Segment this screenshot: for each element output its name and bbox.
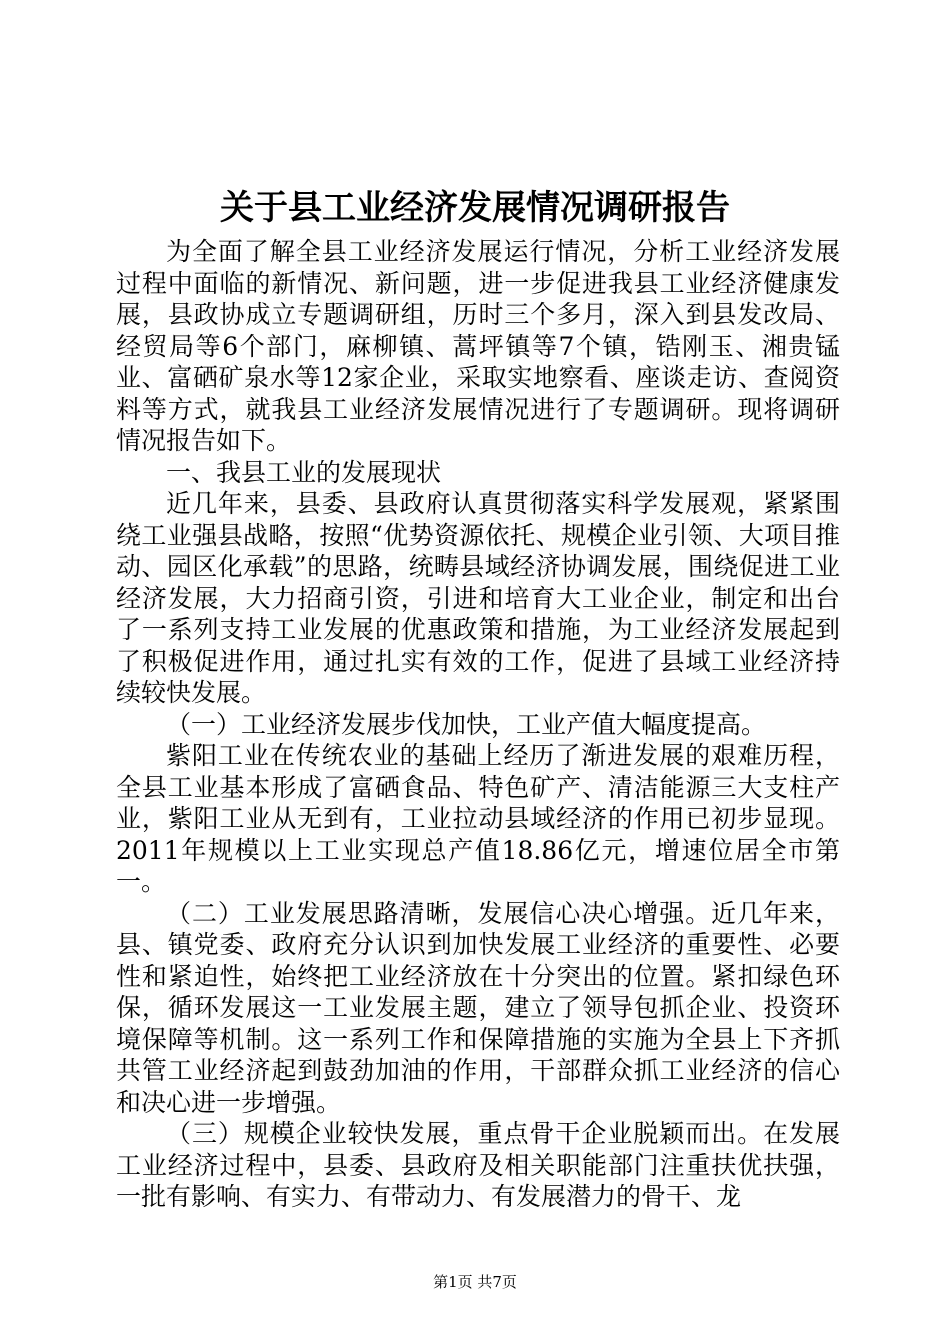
paragraph-intro: 为全面了解全县工业经济发展运行情况，分析工业经济发展过程中面临的新情况、新问题，进一步促进我县工业经济健康发展，县政协成立专题调研组，历时三个多月，深入到县发改局、经贸局等6个部门，麻柳镇、蒿坪镇等7个镇，锆刚玉、湘贵锰业、富硒矿泉水等12家企业，采取实地察看、座谈走访、查阅资料等方式，就我县工业经济发展情况进行了专题调研。现将调研情况报告如下。	[116, 237, 840, 455]
page-title: 关于县工业经济发展情况调研报告	[220, 188, 730, 228]
page-footer: 第1页 共7页	[433, 1273, 517, 1291]
paragraph-subsection-3: （三）规模企业较快发展，重点骨干企业脱颖而出。在发展工业经济过程中，县委、县政府及相关职能部门注重扶优扶强，一批有影响、有实力、有带动力、有发展潜力的骨干、龙	[116, 1119, 840, 1211]
paragraph-section-1: 近几年来，县委、县政府认真贯彻落实科学发展观，紧紧围绕工业强县战略，按照“优势资源依托、规模企业引领、大项目推动、园区化承载”的思路，统畴县域经济协调发展，围绕促进工业经济发展，大力招商引资，引进和培育大工业企业，制定和出台了一系列支持工业发展的优惠政策和措施，为工业经济发展起到了积极促进作用，通过扎实有效的工作，促进了县域工业经济持续较快发展。	[116, 489, 840, 707]
paragraph-subsection-2: （二）工业发展思路清晰，发展信心决心增强。近几年来，县、镇党委、政府充分认识到加快发展工业经济的重要性、必要性和紧迫性，始终把工业经济放在十分突出的位置。紧扣绿色环保，循环发展这一工业发展主题，建立了领导包抓企业、投资环境保障等机制。这一系列工作和保障措施的实施为全县上下齐抓共管工业经济起到鼓劲加油的作用，干部群众抓工业经济的信心和决心进一步增强。	[116, 898, 840, 1117]
subheading-1: （一）工业经济发展步伐加快，工业产值大幅度提高。	[166, 709, 767, 739]
section-heading-1: 一、我县工业的发展现状	[166, 457, 442, 487]
paragraph-subsection-1: 紫阳工业在传统农业的基础上经历了渐进发展的艰难历程，全县工业基本形成了富硒食品、特色矿产、清洁能源三大支柱产业，紫阳工业从无到有，工业拉动县域经济的作用已初步显现。2011年规模以上工业实现总产值18.86亿元，增速位居全市第一。	[116, 741, 840, 896]
document-body	[116, 236, 840, 1213]
